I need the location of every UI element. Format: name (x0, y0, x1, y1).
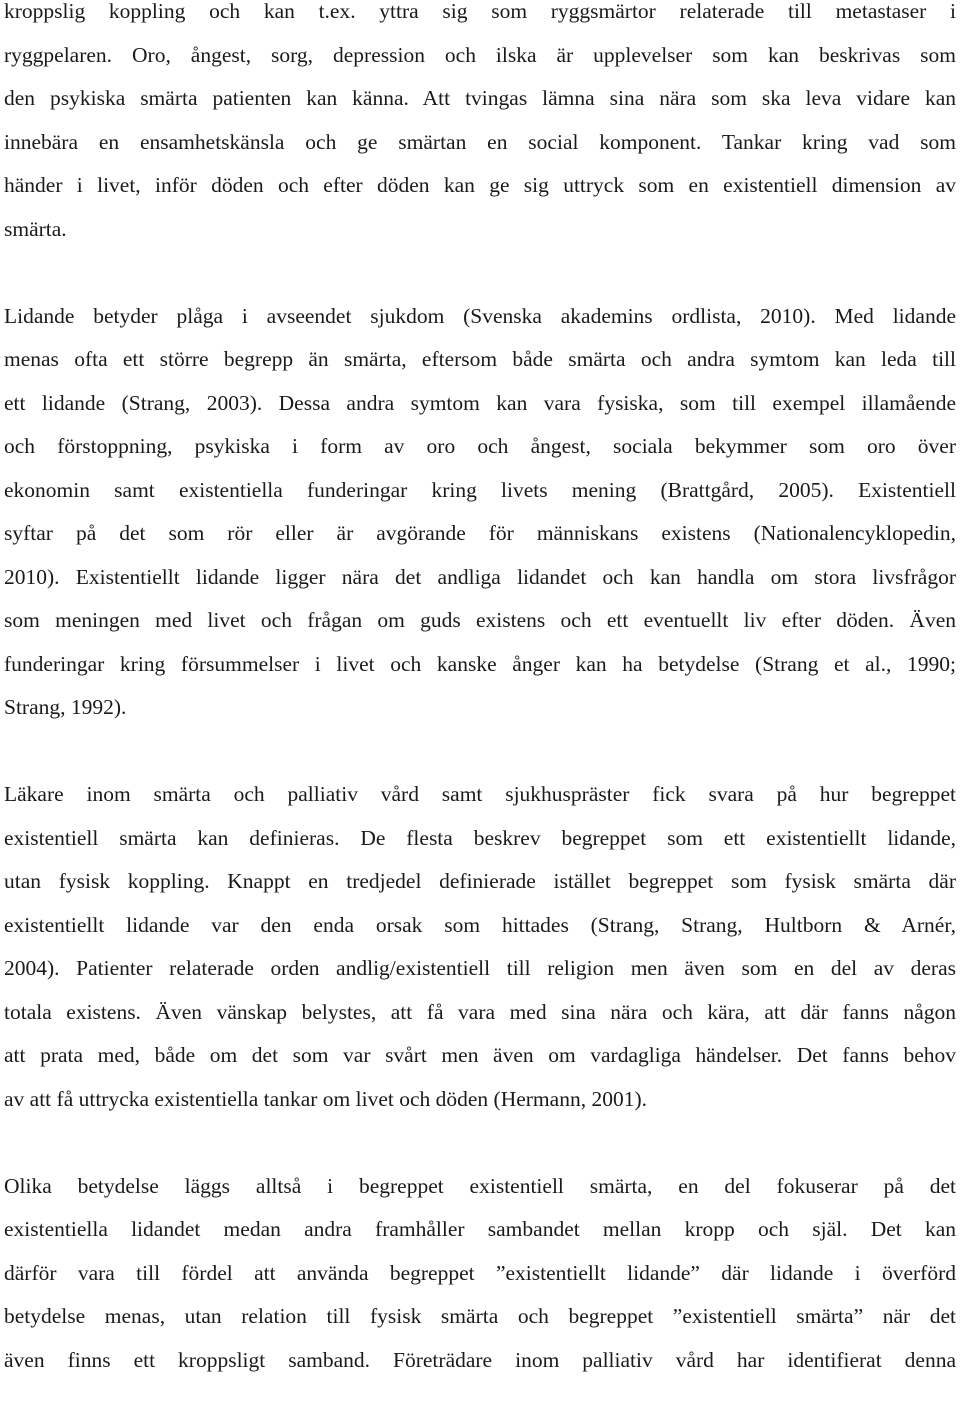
text-line: Olika betydelse läggs alltså i begreppet existentiell smärta, en del fokuserar på det (4, 1173, 956, 1198)
text-line: ett lidande (Strang, 2003). Dessa andra symtom kan vara fysiska, som till exempel illamående (4, 390, 956, 415)
text-line: funderingar kring försummelser i livet och kanske ånger kan ha betydelse (Strang et al., 1990; (4, 651, 956, 676)
text-line: och förstoppning, psykiska i form av oro och ångest, sociala bekymmer som oro över (4, 434, 956, 458)
text-line: existentiella lidandet medan andra framhåller sambandet mellan kropp och själ. Det kan (4, 1217, 956, 1241)
text-line: även finns ett kroppsligt samband. Företrädare inom palliativ vård har identifierat denna (4, 1347, 956, 1372)
text-line: menas ofta ett större begrepp än smärta, eftersom både smärta och andra symtom kan leda till (4, 347, 956, 371)
text-line: existentiellt lidande var den enda orsak som hittades (Strang, Strang, Hultborn & Arnér, (4, 912, 956, 937)
text-line: att prata med, både om det som var svårt men även om vardagliga händelser. Det fanns behov (4, 1043, 956, 1067)
text-line: smärta. (4, 216, 67, 241)
text-line: ryggpelaren. Oro, ångest, sorg, depression och ilska är upplevelser som kan beskrivas som (4, 42, 956, 67)
text-line: totala existens. Även vänskap belystes, att få vara med sina nära och kära, att där fanns någon (4, 999, 956, 1024)
text-line: av att få uttrycka existentiella tankar om livet och döden (Hermann, 2001). (4, 1086, 647, 1111)
text-line: innebära en ensamhetskänsla och ge smärtan en social komponent. Tankar kring vad som (4, 129, 956, 154)
paragraph-suffering (0, 295, 960, 730)
text-line: den psykiska smärta patienten kan känna. Att tvingas lämna sina nära som ska leva vidare kan (4, 86, 956, 110)
text-line: händer i livet, inför döden och efter döden kan ge sig uttryck som en existentiell dimension av (4, 173, 956, 197)
paragraph-definitions (0, 773, 960, 1121)
paragraph-pain-dimensions (0, 0, 960, 251)
text-line: existentiell smärta kan definieras. De flesta beskrev begreppet som ett existentiellt lidande, (4, 825, 956, 850)
text-line: utan fysisk koppling. Knappt en tredjedel definierade istället begreppet som fysisk smärta där (4, 869, 956, 893)
text-line: ekonomin samt existentiella funderingar kring livets mening (Brattgård, 2005). Existentiell (4, 477, 956, 502)
text-line: Lidande betyder plåga i avseendet sjukdom (Svenska akademins ordlista, 2010). Med lidande (4, 303, 956, 328)
text-line: därför vara till fördel att använda begreppet ”existentiellt lidande” där lidande i överförd (4, 1260, 956, 1285)
text-line: betydelse menas, utan relation till fysisk smärta och begreppet ”existentiell smärta” när det (4, 1304, 956, 1328)
text-line: syftar på det som rör eller är avgörande för människans existens (Nationalencyklopedin, (4, 521, 956, 545)
text-line: 2004). Patienter relaterade orden andlig/existentiell till religion men även som en del av deras (4, 956, 956, 980)
text-line: 2010). Existentiellt lidande ligger nära det andliga lidandet och kan handla om stora livsfrågor (4, 564, 956, 589)
text-line: Strang, 1992). (4, 695, 127, 719)
paragraph-meaning (0, 1165, 960, 1383)
text-line: som meningen med livet och frågan om guds existens och ett eventuellt liv efter döden. Även (4, 608, 956, 632)
text-line: kroppslig koppling och kan t.ex. yttra sig som ryggsmärtor relaterade till metastaser i (4, 0, 956, 23)
text-line: Läkare inom smärta och palliativ vård samt sjukhuspräster fick svara på hur begreppet (4, 782, 956, 806)
